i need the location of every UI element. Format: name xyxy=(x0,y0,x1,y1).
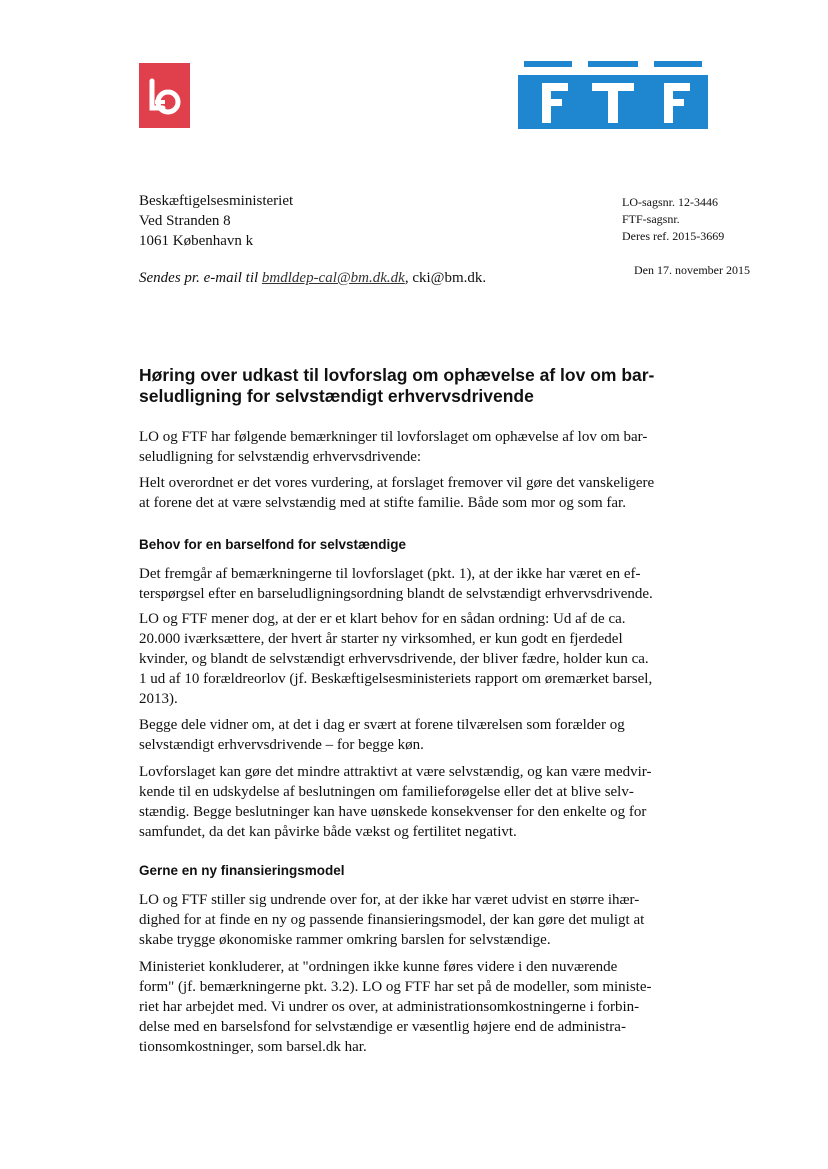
paragraph-ministry xyxy=(139,957,695,1057)
text-line: skabe trygge økonomiske rammer omkring barslen for selvstændige. xyxy=(139,932,551,948)
recipient-city: 1061 København k xyxy=(139,233,254,249)
paragraph-consequences xyxy=(139,762,695,842)
email-prefix: Sendes pr. e-mail til xyxy=(139,270,262,286)
text-line: 20.000 iværksættere, der hvert år starter ny virksomhed, er kun godt en fjerdedel xyxy=(139,631,623,647)
lo-case-number: LO-sagsnr. 12-3446 xyxy=(622,195,718,209)
text-line: Lovforslaget kan gøre det mindre attraktivt at være selvstændig, og kan være medvir- xyxy=(139,764,652,780)
your-reference: Deres ref. 2015-3669 xyxy=(622,229,725,243)
lo-logo xyxy=(139,63,190,128)
ftf-logo-mark xyxy=(518,57,708,129)
recipient-name: Beskæftigelsesministeriet xyxy=(139,193,294,209)
paragraph-assessment xyxy=(139,473,695,513)
recipient-street: Ved Stranden 8 xyxy=(139,213,231,229)
email-line xyxy=(139,270,486,287)
text-line: Det fremgår af bemærkningerne til lovforslaget (pkt. 1), at der ikke har været en ef- xyxy=(139,566,641,582)
title-line-1: Høring over udkast til lovforslag om ophævelse af lov om bar- xyxy=(139,365,655,385)
text-line: Ministeriet konkluderer, at "ordningen ikke kunne føres videre i den nuværende xyxy=(139,959,618,975)
text-line: LO og FTF stiller sig undrende over for, at der ikke har været udvist en større ihær- xyxy=(139,892,640,908)
lo-logo-mark xyxy=(139,63,190,128)
paragraph-intro xyxy=(139,427,695,467)
text-line: dighed for at finde en ny og passende finansieringsmodel, der kan gøre det muligt at xyxy=(139,912,645,928)
text-line: LO og FTF mener dog, at der er et klart behov for en sådan ordning: Ud af de ca. xyxy=(139,611,626,627)
paragraph-demand xyxy=(139,564,695,604)
text-line: stændig. Begge beslutninger kan have uønskede konsekvenser for den enkelte og for xyxy=(139,804,647,820)
letter-title xyxy=(139,365,699,407)
paragraph-need xyxy=(139,609,695,709)
reference-block xyxy=(622,194,724,245)
email-separator: , xyxy=(404,270,413,286)
text-line: kvinder, og blandt de selvstændigt erhvervsdrivende, der bliver fædre, holder kun ca. xyxy=(139,651,649,667)
ftf-logo xyxy=(518,57,708,129)
recipient-address xyxy=(139,191,293,251)
section-heading-1: Behov for en barselfond for selvstændige xyxy=(139,537,407,552)
text-line: riet har arbejdet med. Vi undrer os over, at administrationsomkostningerne i forbin- xyxy=(139,999,640,1015)
text-line: selvstændigt erhvervsdrivende – for begge køn. xyxy=(139,737,424,753)
title-line-2: seludligning for selvstændigt erhvervsdrivende xyxy=(139,386,534,406)
text-line: Begge dele vidner om, at det i dag er svært at forene tilværelsen som forælder og xyxy=(139,717,625,733)
text-line: terspørgsel efter en barseludligningsordning blandt de selvstændigt erhvervsdrivende. xyxy=(139,586,653,602)
email-link[interactable]: bmdldep-cal@bm.dk.dk xyxy=(261,270,405,286)
text-line: 2013). xyxy=(139,691,178,707)
text-line: delse med en barselsfond for selvstændige er væsentlig højere end de administra- xyxy=(139,1019,626,1035)
text-line: seludligning for selvstændig erhvervsdrivende: xyxy=(139,449,422,465)
paragraph-financing xyxy=(139,890,695,950)
text-line: kende til en udskydelse af beslutningen om familieforøgelse eller det at blive selv- xyxy=(139,784,634,800)
text-line: samfundet, da det kan påvirke både vækst og fertilitet negativt. xyxy=(139,824,517,840)
text-line: at forene det at være selvstændig med at stifte familie. Både som mor og som far. xyxy=(139,495,626,511)
letter-date: Den 17. november 2015 xyxy=(634,263,750,277)
text-line: tionsomkostninger, som barsel.dk har. xyxy=(139,1039,367,1055)
text-line: form" (jf. bemærkningerne pkt. 3.2). LO og FTF har set på de modeller, som ministe- xyxy=(139,979,652,995)
paragraph-both xyxy=(139,715,695,755)
email-address-2[interactable]: cki@bm.dk. xyxy=(412,270,487,286)
text-line: LO og FTF har følgende bemærkninger til lovforslaget om ophævelse af lov om bar- xyxy=(139,429,648,445)
text-line: 1 ud af 10 forældreorlov (jf. Beskæftigelsesministeriets rapport om øremærket barsel, xyxy=(139,671,653,687)
ftf-case-number: FTF-sagsnr. xyxy=(622,212,680,226)
text-line: Helt overordnet er det vores vurdering, at forslaget fremover vil gøre det vanskeligere xyxy=(139,475,655,491)
section-heading-2: Gerne en ny finansieringsmodel xyxy=(139,863,345,878)
